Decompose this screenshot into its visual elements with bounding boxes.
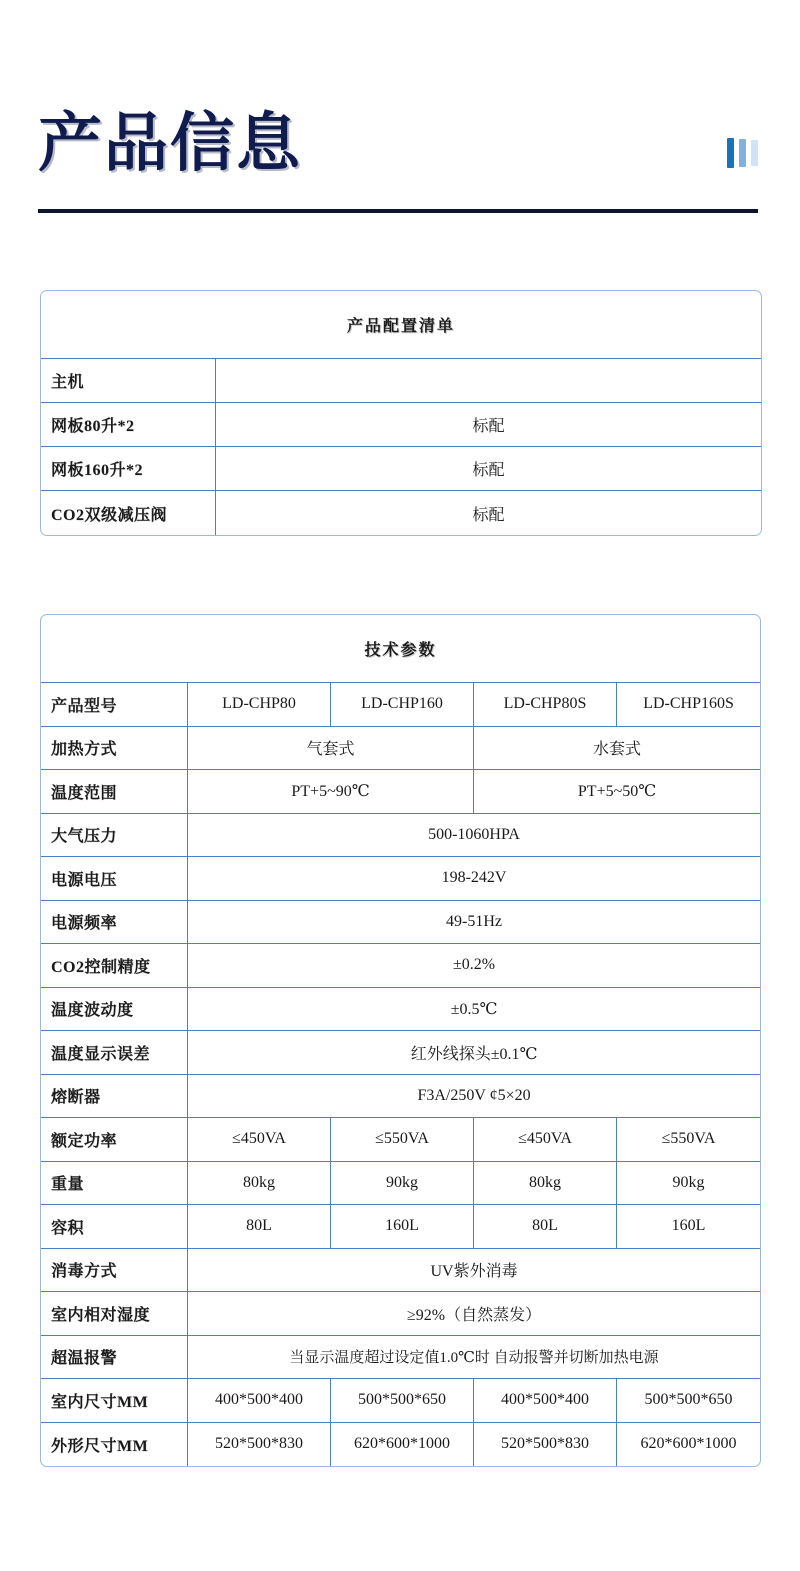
table-title-row	[41, 291, 761, 359]
tech-row-label: 温度波动度	[41, 988, 188, 1032]
tech-row-value: ≤550VA	[617, 1118, 760, 1162]
tech-row-value: 520*500*830	[474, 1423, 617, 1467]
tech-row-label: 熔断器	[41, 1075, 188, 1119]
deco-bar-1	[727, 138, 734, 168]
deco-bar-2	[739, 139, 746, 167]
tech-row-label: 超温报警	[41, 1336, 188, 1380]
tech-row-value: ≥92%（自然蒸发）	[188, 1292, 760, 1336]
tech-row-value: 水套式	[474, 727, 760, 771]
table-row	[41, 403, 761, 447]
table-row	[41, 447, 761, 491]
tech-row-value: 红外线探头±0.1℃	[188, 1031, 760, 1075]
table-row	[41, 857, 760, 901]
table-row	[41, 1249, 760, 1293]
tech-row-label: 室内尺寸MM	[41, 1379, 188, 1423]
tech-row-value: 160L	[617, 1205, 760, 1249]
deco-bar-3	[751, 140, 758, 166]
tech-row-value: ±0.2%	[188, 944, 760, 988]
table-row	[41, 944, 760, 988]
page-header	[0, 0, 800, 230]
config-row-value	[216, 359, 761, 403]
tech-row-value: 620*600*1000	[640, 1435, 737, 1453]
tech-row-value: 90kg	[617, 1162, 760, 1206]
table-row	[41, 683, 760, 727]
page-title: 产品信息	[38, 108, 302, 179]
config-row-value: 标配	[472, 506, 505, 524]
tech-row-value: 160L	[331, 1205, 474, 1249]
tech-row-label: CO2控制精度	[41, 944, 188, 988]
tech-row-value: 当显示温度超过设定值1.0℃时 自动报警并切断加热电源	[188, 1336, 760, 1380]
tech-row-value: 400*500*400	[474, 1379, 617, 1423]
tech-row-value: LD-CHP80S	[474, 683, 617, 727]
tech-row-value: ≤450VA	[474, 1118, 617, 1162]
technical-parameters-table-body	[41, 615, 760, 1466]
three-bars-icon	[727, 138, 758, 168]
table-row	[41, 1336, 760, 1380]
tech-row-value: 500*500*650	[617, 1379, 760, 1423]
tech-row-value: PT+5~90℃	[188, 770, 474, 814]
tech-row-label: 重量	[41, 1162, 188, 1206]
table-row	[41, 1162, 760, 1206]
table-row	[41, 491, 761, 535]
technical-parameters-table	[40, 614, 761, 1467]
tech-row-value: 90kg	[331, 1162, 474, 1206]
table-row	[41, 1379, 760, 1423]
table-row	[41, 727, 760, 771]
config-row-label: 网板160升*2	[41, 447, 216, 491]
tech-row-value: PT+5~50℃	[474, 770, 760, 814]
tech-row-value: 500*500*650	[331, 1379, 474, 1423]
tech-row-value: 49-51Hz	[188, 901, 760, 945]
config-row-label: CO2双级减压阀	[41, 491, 216, 535]
table-row	[41, 359, 761, 403]
table-row	[41, 988, 760, 1032]
technical-parameters-table-title: 技术参数	[41, 615, 760, 683]
table-row	[41, 1118, 760, 1162]
tech-row-label: 容积	[41, 1205, 188, 1249]
config-row-label: 主机	[41, 359, 216, 403]
header-divider	[38, 209, 758, 213]
config-row-value: 标配	[216, 447, 761, 491]
config-row-label: 网板80升*2	[41, 403, 216, 447]
tech-row-value: LD-CHP160	[331, 683, 474, 727]
tech-row-label: 大气压力	[41, 814, 188, 858]
tech-row-label: 额定功率	[41, 1118, 188, 1162]
tech-row-label: 温度显示误差	[41, 1031, 188, 1075]
tech-row-label: 外形尺寸MM	[41, 1423, 188, 1467]
tech-row-label: 电源频率	[41, 901, 188, 945]
table-row	[41, 1075, 760, 1119]
tech-row-value: 520*500*830	[188, 1423, 331, 1467]
table-row	[41, 814, 760, 858]
config-row-value: 标配	[216, 403, 761, 447]
product-config-table	[40, 290, 762, 536]
tech-row-label: 产品型号	[41, 683, 188, 727]
tech-row-value: ≤550VA	[331, 1118, 474, 1162]
table-title-row	[41, 615, 760, 683]
table-row	[41, 901, 760, 945]
tech-row-value: F3A/250V ¢5×20	[188, 1075, 760, 1119]
tech-row-value: 80kg	[474, 1162, 617, 1206]
tech-row-value: LD-CHP160S	[617, 683, 760, 727]
tech-row-value: 气套式	[188, 727, 474, 771]
tech-row-value: 620*600*1000	[331, 1423, 474, 1467]
tech-row-value: 198-242V	[188, 857, 760, 901]
tech-row-value: ±0.5℃	[188, 988, 760, 1032]
table-row	[41, 1031, 760, 1075]
tech-row-label: 温度范围	[41, 770, 188, 814]
tech-row-label: 加热方式	[41, 727, 188, 771]
table-row	[41, 1205, 760, 1249]
tech-row-value: 500-1060HPA	[188, 814, 760, 858]
tech-row-value: UV紫外消毒	[188, 1249, 760, 1293]
table-row	[41, 1292, 760, 1336]
tech-row-value: LD-CHP80	[188, 683, 331, 727]
tech-row-value: 80kg	[188, 1162, 331, 1206]
product-config-table-body	[41, 291, 761, 535]
table-row	[41, 1423, 760, 1467]
tech-row-value: 80L	[474, 1205, 617, 1249]
tech-row-label: 电源电压	[41, 857, 188, 901]
tech-row-value: 80L	[188, 1205, 331, 1249]
product-config-table-title: 产品配置清单	[41, 291, 761, 359]
table-row	[41, 770, 760, 814]
tech-row-label: 室内相对湿度	[41, 1292, 188, 1336]
tech-row-value: ≤450VA	[188, 1118, 331, 1162]
tech-row-label: 消毒方式	[41, 1249, 188, 1293]
tech-row-value: 400*500*400	[188, 1379, 331, 1423]
